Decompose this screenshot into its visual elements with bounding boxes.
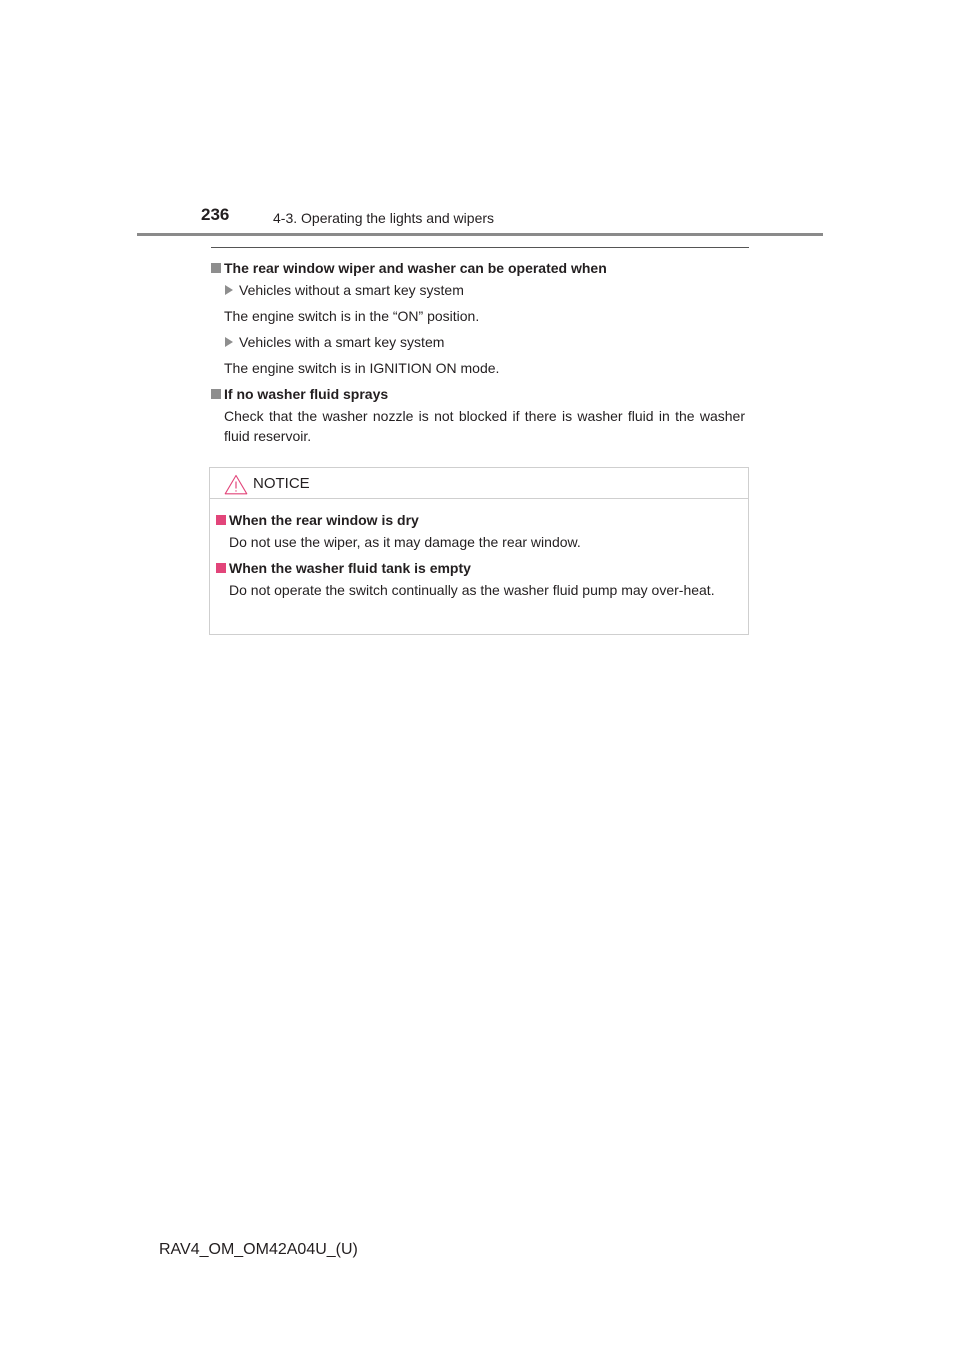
triangle-bullet-icon <box>225 337 233 347</box>
header-rule <box>137 233 823 236</box>
triangle-bullet-icon <box>225 285 233 295</box>
square-bullet-icon <box>211 389 221 399</box>
square-bullet-icon <box>216 515 226 525</box>
text-ignition-on-mode: The engine switch is in IGNITION ON mode. <box>224 360 500 376</box>
text-engine-on-position: The engine switch is in the “ON” position. <box>224 308 480 324</box>
notice-text-window-dry: Do not use the wiper, as it may damage the rear window. <box>229 534 581 550</box>
section-heading-no-fluid-sprays: If no washer fluid sprays <box>211 386 388 402</box>
section-title: 4-3. Operating the lights and wipers <box>273 210 495 226</box>
warning-triangle-icon <box>224 474 248 495</box>
square-bullet-icon <box>216 563 226 573</box>
notice-heading-tank-empty: When the washer fluid tank is empty <box>216 560 471 576</box>
text-check-nozzle: Check that the washer nozzle is not blocked if there is washer fluid in the washer fluid reservoir. <box>224 408 745 444</box>
square-bullet-icon <box>211 263 221 273</box>
list-item-without-smart-key: Vehicles without a smart key system <box>225 280 464 300</box>
content-top-rule <box>211 247 749 248</box>
notice-title: NOTICE <box>253 475 310 492</box>
list-item-with-smart-key: Vehicles with a smart key system <box>225 332 444 352</box>
section-heading-operation-conditions: The rear window wiper and washer can be operated when <box>211 260 607 276</box>
notice-box <box>209 467 749 635</box>
document-code: RAV4_OM_OM42A04U_(U) <box>159 1241 358 1258</box>
notice-heading-window-dry: When the rear window is dry <box>216 512 419 528</box>
notice-text-tank-empty: Do not operate the switch continually as the washer fluid pump may over-heat. <box>229 582 715 598</box>
notice-header <box>210 468 748 499</box>
page-number: 236 <box>201 205 230 224</box>
